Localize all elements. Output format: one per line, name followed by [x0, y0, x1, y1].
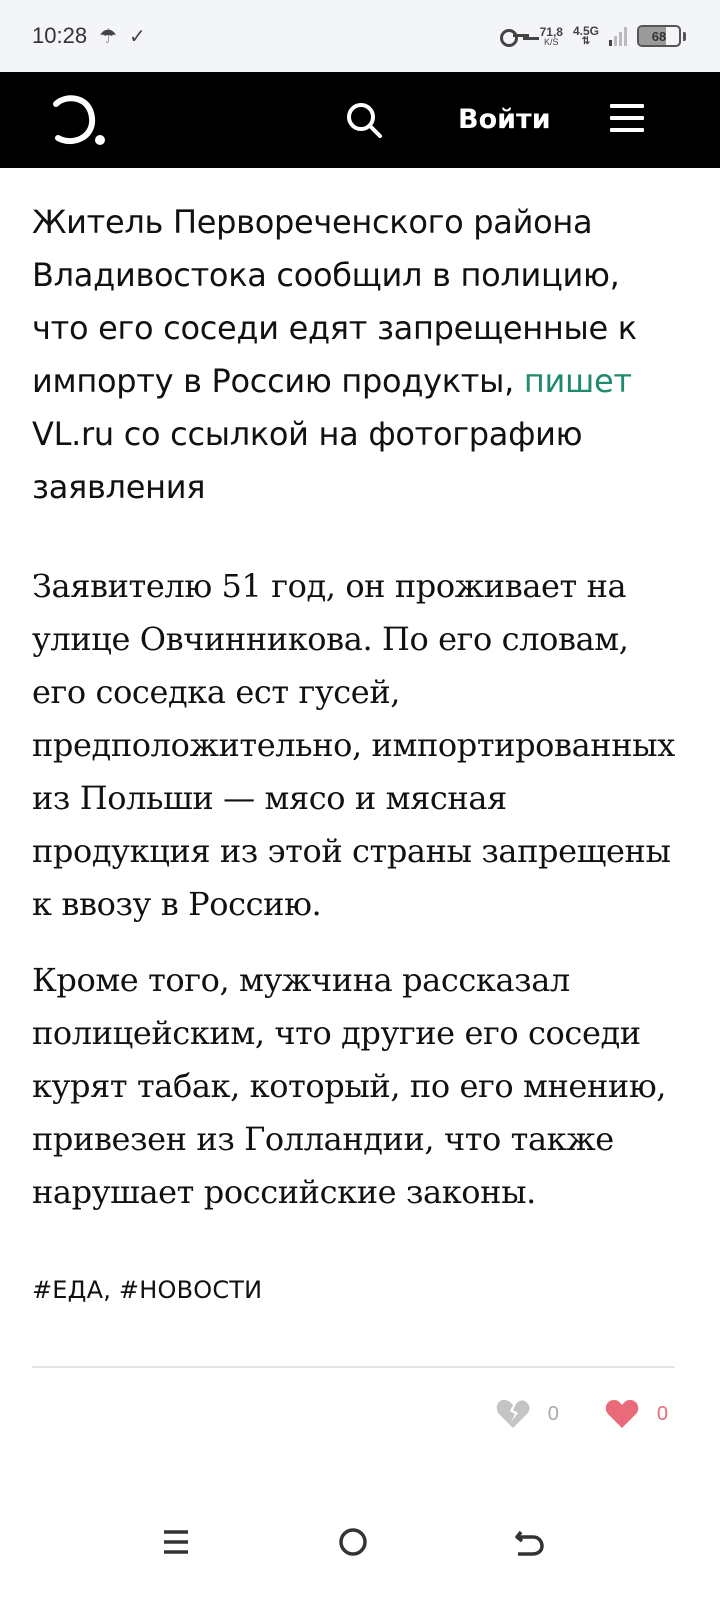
reactions-bar — [496, 1398, 668, 1430]
menu-lines-icon — [161, 1527, 191, 1557]
article-tags — [32, 1276, 262, 1304]
umbrella-icon: ☂ — [99, 25, 117, 48]
signal-strength-icon — [609, 26, 627, 46]
network-type-label: 4.5G — [572, 24, 599, 38]
like-button[interactable] — [605, 1399, 668, 1429]
home-button[interactable] — [323, 1512, 383, 1572]
data-transfer-icon: ⇅ — [581, 36, 591, 47]
circle-home-icon — [337, 1526, 369, 1558]
lead-paragraph — [32, 196, 682, 514]
site-logo[interactable] — [50, 90, 110, 150]
search-icon[interactable] — [344, 100, 384, 140]
site-header — [0, 72, 720, 168]
tag-food[interactable]: #ЕДА — [32, 1276, 104, 1304]
network-speed-unit: K/S — [544, 36, 559, 47]
tag-separator: , — [103, 1276, 119, 1304]
battery-tip — [683, 32, 686, 41]
battery-icon — [637, 25, 681, 47]
like-count: 0 — [656, 1402, 668, 1425]
status-bar — [0, 0, 720, 72]
vpn-key-icon — [500, 28, 530, 44]
source-link[interactable]: пишет — [523, 362, 632, 400]
article-paragraph: Кроме того, мужчина рассказал полицейским, что другие его соседи курят табак, который, по его мнению, привезен из Голландии, что также нарушает российские законы. — [32, 961, 667, 1211]
hamburger-menu-icon[interactable] — [610, 104, 644, 132]
dislike-count: 0 — [547, 1402, 559, 1425]
login-button[interactable]: Войти — [458, 104, 551, 135]
battery-level: 68 — [651, 28, 667, 44]
status-left — [32, 23, 146, 49]
divider — [32, 1366, 675, 1368]
network-type — [573, 25, 599, 47]
heart-icon — [605, 1399, 639, 1429]
back-button[interactable] — [499, 1512, 559, 1572]
recent-apps-button[interactable] — [146, 1512, 206, 1572]
download-done-icon: ✓ — [129, 25, 146, 48]
article-lead — [32, 196, 682, 514]
broken-heart-icon — [496, 1398, 530, 1430]
network-speed — [540, 26, 563, 47]
network-speed-value: 71,8 — [539, 24, 563, 39]
status-time: 10:28 — [32, 23, 88, 48]
lead-text-start: Житель Первореченского района Владивостока сообщил в полицию, что его соседи едят запрещенные к импорту в Россию продукты, — [32, 203, 637, 400]
system-navigation-bar — [0, 1480, 720, 1600]
dislike-button[interactable] — [496, 1398, 559, 1430]
back-arrow-icon — [513, 1526, 545, 1558]
tag-news[interactable]: #НОВОСТИ — [118, 1276, 263, 1304]
lead-text-end: VL.ru со ссылкой на фотографию заявления — [32, 415, 583, 506]
status-right — [500, 25, 686, 47]
article-paragraph: Заявителю 51 год, он проживает на улице Овчинникова. По его словам, его соседка ест гусей, предположительно, импортированных из Польши — мясо и мясная продукция из этой страны запрещены к ввозу в Россию. — [32, 567, 675, 923]
